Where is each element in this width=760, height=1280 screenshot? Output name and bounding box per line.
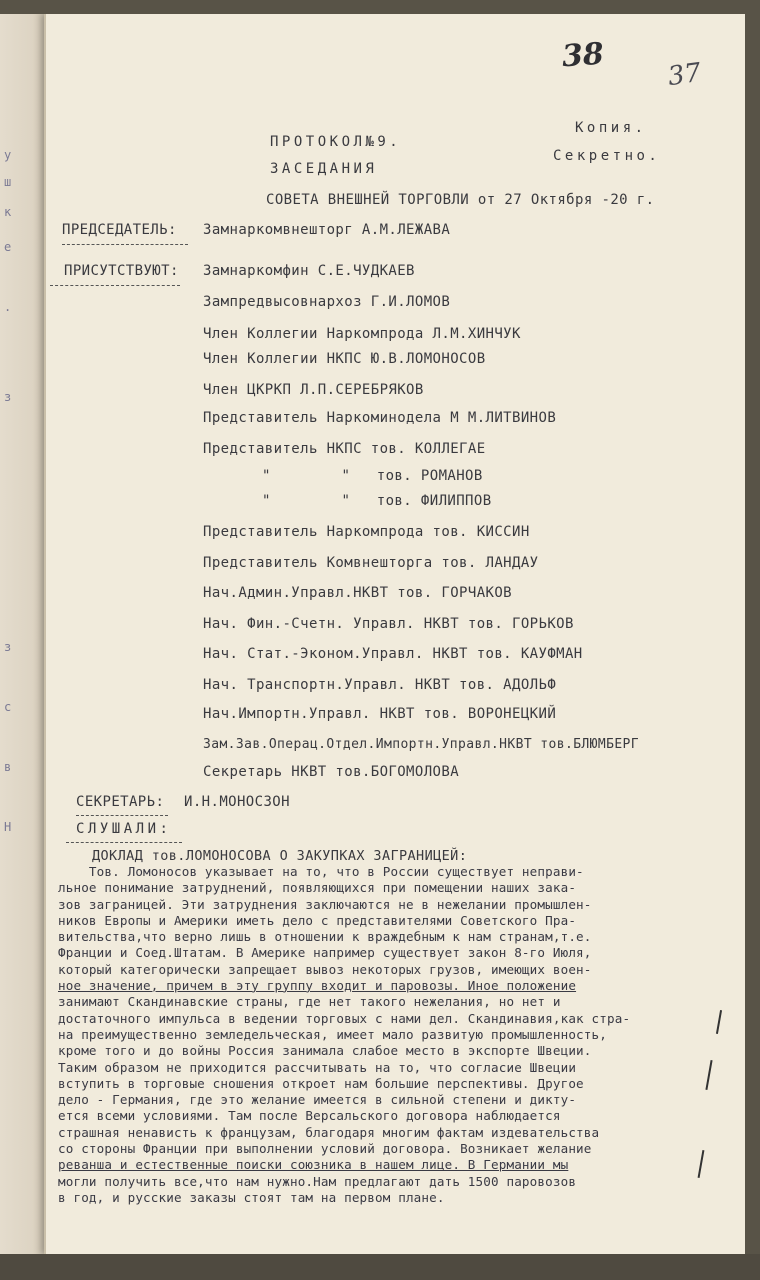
scan-frame-top: [0, 0, 760, 14]
present-underline: [50, 285, 180, 286]
title-protocol: ПРОТОКОЛ№9.: [270, 134, 402, 150]
attendee-3: Член Коллегии Наркомпрода Л.М.ХИНЧУК: [203, 326, 521, 342]
old-page-number-handwritten: 37: [666, 57, 704, 93]
attendee-16: Нач.Импортн.Управл. НКВТ тов. ВОРОНЕЦКИЙ: [203, 706, 557, 722]
body-line: в год, и русские заказы стоят там на первом плане.: [58, 1189, 445, 1205]
body-line: зов заграницей. Эти затруднения заключаются не в нежелании промышлен-: [58, 896, 592, 912]
attendee-10: Представитель Наркомпрода тов. КИССИН: [203, 524, 530, 540]
heard-label: СЛУШАЛИ:: [76, 821, 172, 837]
attendee-15: Нач. Транспортн.Управл. НКВТ тов. АДОЛЬФ: [203, 677, 557, 693]
attendee-11: Представитель Комвнешторга тов. ЛАНДАУ: [203, 555, 539, 571]
body-line: могли получить все,что нам нужно.Нам предлагают дать 1500 паровозов: [58, 1173, 577, 1189]
scan-frame-bottom: [0, 1254, 760, 1280]
scan-frame-right: [745, 0, 760, 1280]
attendee-6: Представитель Наркоминодела М М.ЛИТВИНОВ: [203, 410, 557, 426]
body-line: ется всеми условиями. Там после Версальского договора наблюдается: [58, 1108, 561, 1124]
copy-label: Копия.: [575, 120, 647, 136]
attendee-5: Член ЦКРКП Л.П.СЕРЕБРЯКОВ: [203, 382, 424, 398]
body-line: ников Европы и Америки иметь дело с представителями Советского Пра-: [58, 912, 577, 928]
title-council: СОВЕТА ВНЕШНЕЙ ТОРГОВЛИ от 27 Октября -20 г.: [266, 192, 655, 208]
attendee-14: Нач. Стат.-Эконом.Управл. НКВТ тов. КАУФМАН: [203, 646, 583, 662]
body-line: льное понимание затруднений, появляющихся при помещении наших зака-: [58, 880, 577, 896]
page-number-handwritten: 38: [560, 36, 605, 75]
body-line: Франции и Соед.Штатам. В Америке например существует закон 8-го Июля,: [58, 945, 592, 961]
secretary-underline: [76, 815, 168, 816]
body-line: кроме того и до войны Россия занимала слабое место в экспорте Швеции.: [58, 1043, 592, 1059]
body-line: вительства,что верно лишь в отношении к враждебным к нам странам,т.е.: [58, 929, 592, 945]
body-line: на преимущественно земледельческая, имеет мало развитую промышленность,: [58, 1026, 607, 1042]
report-body: [58, 864, 730, 1206]
page-fold-edge: [44, 14, 46, 1254]
body-line: достаточного импульса в ведении торговых с нами дел. Скандинавия,как стра-: [58, 1010, 631, 1026]
heard-underline: [66, 842, 182, 843]
secretary-value: И.Н.МОНОСЗОН: [184, 794, 290, 810]
body-line: страшная ненависть к французам, благодаря многим фактам издевательства: [58, 1124, 600, 1140]
secret-label: Секретно.: [553, 148, 661, 164]
body-line: со стороны Франции при выполнении условий договора. Возникает желание: [58, 1141, 592, 1157]
body-line: дело - Германия, где это желание имеется в сильной степени и дикту-: [58, 1092, 577, 1108]
attendee-17: Зам.Зав.Операц.Отдел.Импортн.Управл.НКВТ тов.БЛЮМБЕРГ: [203, 737, 640, 752]
chairman-value: Замнаркомвнешторг А.М.ЛЕЖАВА: [203, 222, 451, 238]
body-line: ное значение, причем в эту группу входит и паровозы. Иное положение: [58, 978, 577, 994]
attendee-12: Нач.Админ.Управл.НКВТ тов. ГОРЧАКОВ: [203, 585, 513, 601]
attendee-18: Секретарь НКВТ тов.БОГОМОЛОВА: [203, 764, 460, 780]
title-session: ЗАСЕДАНИЯ: [270, 161, 378, 177]
body-line: который категорически запрещает вывоз некоторых грузов, имеющих воен-: [58, 961, 592, 977]
body-line: реванша и естественные поиски союзника в нашем лице. В Германии мы: [58, 1157, 569, 1173]
body-line: занимают Скандинавские страны, где нет такого нежелания, но нет и: [58, 994, 561, 1010]
body-line: Таким образом не приходится рассчитывать на то, что согласие Швеции: [58, 1059, 577, 1075]
present-label: ПРИСУТСТВУЮТ:: [64, 263, 179, 279]
report-title: ДОКЛАД тов.ЛОМОНОСОВА О ЗАКУПКАХ ЗАГРАНИЦЕЙ:: [92, 848, 468, 864]
chairman-label: ПРЕДСЕДАТЕЛЬ:: [62, 222, 177, 238]
body-line: Тов. Ломоносов указывает на то, что в России существует неправи-: [58, 864, 584, 879]
attendee-8: " " тов. РОМАНОВ: [262, 468, 483, 484]
attendee-9: " " тов. ФИЛИППОВ: [262, 493, 492, 509]
attendee-13: Нач. Фин.-Счетн. Управл. НКВТ тов. ГОРЬКОВ: [203, 616, 574, 632]
attendee-2: Зампредвысовнархоз Г.И.ЛОМОВ: [203, 294, 451, 310]
underlying-page-edge: у ш к е . з з с в Н: [0, 0, 46, 1280]
attendee-1: Замнаркомфин С.Е.ЧУДКАЕВ: [203, 263, 415, 279]
body-line: вступить в торговые сношения откроет нам большие перспективы. Другое: [58, 1075, 584, 1091]
attendee-4: Член Коллегии НКПС Ю.В.ЛОМОНОСОВ: [203, 351, 486, 367]
chairman-underline: [62, 244, 188, 245]
secretary-label: СЕКРЕТАРЬ:: [76, 794, 165, 810]
attendee-7: Представитель НКПС тов. КОЛЛЕГАЕ: [203, 441, 486, 457]
